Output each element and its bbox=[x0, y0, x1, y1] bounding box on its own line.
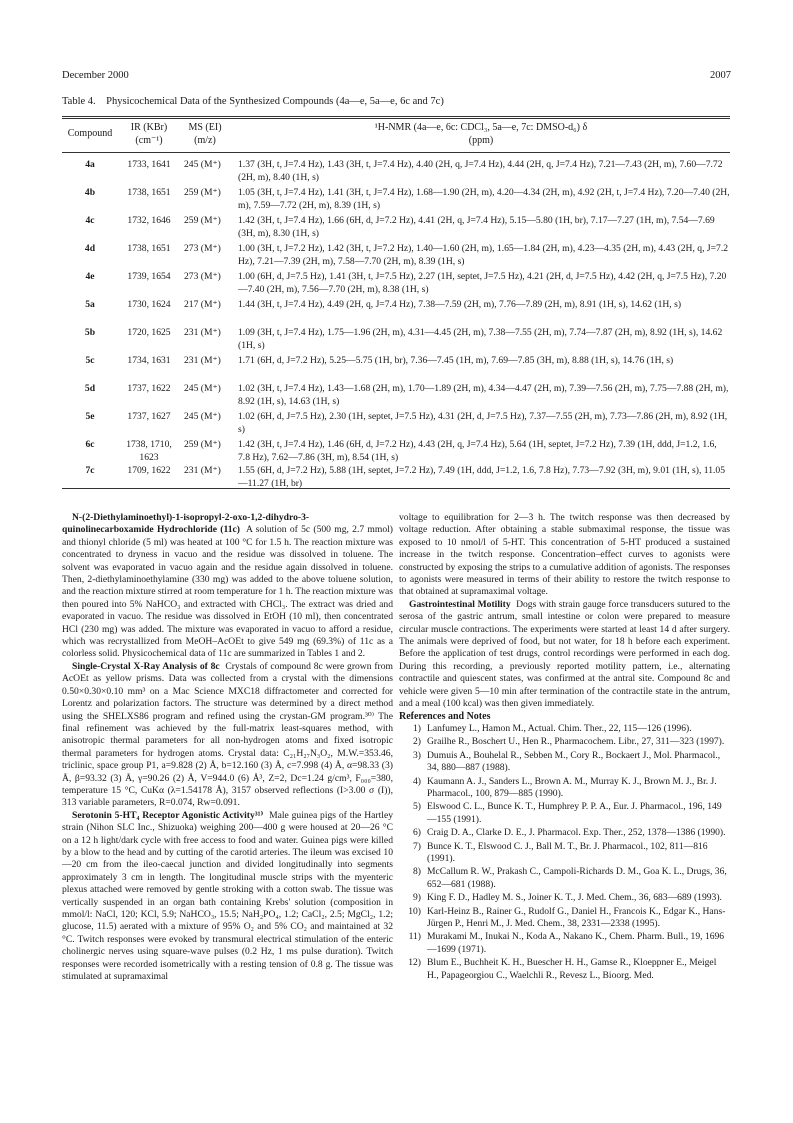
heading-gi-motility: Gastrointestinal Motility bbox=[409, 598, 511, 610]
reference-item bbox=[399, 866, 730, 891]
col-header-nmr-label: ¹H-NMR (4a—e, 6c: CDCl₃, 5a—e, 7c: DMSO-d₆) δ bbox=[374, 122, 588, 133]
cell-ms: 273 (M⁺) bbox=[184, 271, 221, 282]
cell-ir: 1737, 1622 bbox=[127, 383, 171, 394]
cell-compound: 7c bbox=[85, 465, 95, 476]
cell-ms: 259 (M⁺) bbox=[184, 439, 221, 450]
cell-ms: 273 (M⁺) bbox=[184, 243, 221, 254]
paragraph-gi-motility bbox=[399, 599, 730, 711]
cell-ir: 1738, 1651 bbox=[127, 187, 171, 198]
cell-ir: 1738, 1710, 1623 bbox=[126, 439, 172, 463]
cell-nmr: 1.02 (3H, t, J=7.4 Hz), 1.43—1.68 (2H, m), 1.70—1.89 (2H, m), 4.34—4.47 (2H, m), 7.39—7.56 (2H, m), 7.75—7.88 (2H, m), 8.92 (1H, s), 14.63 (1H, s) bbox=[238, 383, 729, 407]
text-11c: A solution of 5c (500 mg, 2.7 mmol) and thionyl chloride (5 ml) was heated at 100 °C for 1.5 h. The reaction mixture was concentrated to dryness in vacuo and the residue was dissolved in toluene. The solvent was evaporated in vacuo again and the residue again dissolved in toluene. Then, 2-diethylaminoethylamine (330 mg) was added to the above toluene solution, and the reaction mixture stirred at room temperature for 1 h. The reaction mixture was then poured into 5% NaHCO₃ and extracted with CHCl₃. The extract was dried and evaporated in vacuo. The residue was dissolved in EtOH (10 ml), then concentrated HCl (230 mg) was added. The mixture was evaporated in vacuo to afford a residue, which was recrystallized from MeOH–AcOEt to give 549 mg (69.3%) of 11c as a colorless solid. Physicochemical data of 11c are summarized in Tables 1 and 2. bbox=[62, 524, 393, 660]
reference-number: 5) bbox=[413, 801, 421, 813]
col-header-nmr-unit: (ppm) bbox=[468, 135, 494, 146]
cell-ir: 1733, 1641 bbox=[127, 159, 171, 170]
cell-ir: 1709, 1622 bbox=[127, 465, 171, 476]
cell-nmr: 1.37 (3H, t, J=7.4 Hz), 1.43 (3H, t, J=7.4 Hz), 4.40 (2H, q, J=7.4 Hz), 4.44 (2H, q, J=7.4 Hz), 7.21—7.43 (2H, m), 7.60—7.72 (2H, m), 8.40 (1H, s) bbox=[238, 159, 723, 183]
table-bottom-rule bbox=[62, 488, 730, 489]
cell-compound: 4b bbox=[84, 187, 96, 198]
cell-ms: 217 (M⁺) bbox=[184, 299, 221, 310]
reference-number: 3) bbox=[413, 749, 421, 761]
cell-nmr: 1.02 (6H, d, J=7.5 Hz), 2.30 (1H, septet, J=7.5 Hz), 4.31 (2H, d, J=7.5 Hz), 7.37—7.55 (2H, m), 7.73—7.86 (2H, m), 8.92 (1H, s) bbox=[238, 411, 728, 435]
paragraph-continued: voltage to equilibration for 2—3 h. The twitch response was then decreased by voltage reduction. After obtaining a stable submaximal response, the tissue was exposed to 10 nmol/l of 5-HT. This concentration of 5-HT produced a sustained increase in the twitch response. Concentration–effect curves to agonists were constructed by exposing the strips to a cumulative addition of agonists. The responses to agonists were measured in terms of their ability to restore the twitch response to that obtained at supramaximal voltage. bbox=[399, 512, 730, 598]
body-left-column bbox=[62, 512, 393, 983]
cell-compound: 5c bbox=[85, 355, 95, 366]
cell-nmr: 1.71 (6H, d, J=7.2 Hz), 5.25—5.75 (1H, br), 7.36—7.45 (1H, m), 7.69—7.85 (3H, m), 8.88 (1H, s), 14.76 (1H, s) bbox=[238, 355, 674, 366]
reference-item bbox=[399, 906, 730, 931]
text-xray: Crystals of compound 8c were grown from AcOEt as yellow prisms. Data was collected from a crystal with the dimensions 0.50×0.30×0.10 mm³ on a Mac Science MXC18 diffractometer and corrected for Lorentz and polarization factors. The structure was determined by a direct method using the SHELXS86 program and refined using the crystan-GM program.³⁰⁾ The final refinement was achieved by the full-matrix least-squares method, with anisotropic thermal parameters for all non-hydrogen atoms and fixed isotropic thermal parameters for hydrogen atoms. Crystal data: C₂₁H₂₇N₃O₂, M.W.=353.46, triclinic, space group P1, a=9.828 (2) Å, b=12.160 (3) Å, c=7.998 (4) Å, α=98.33 (3) Å, β=93.32 (3) Å, γ=90.26 (2) Å, V=944.0 (6) Å³, Z=2, Dc=1.24 g/cm³, F₀₀₀=380, temperature 15 °C, CuKα (λ=1.54178 Å), 3157 observed reflections (I>3.00 σ (I)), 313 variable parameters, R=0.074, Rᴡ=0.091. bbox=[62, 660, 393, 809]
cell-compound: 4d bbox=[84, 243, 96, 254]
col-header-ms-unit: (m/z) bbox=[194, 135, 216, 146]
text-5ht4: Male guinea pigs of the Hartley strain (Nihon SLC Inc., Shizuoka) weighing 200—400 g were housed at 20—26 °C on a 12 h light/dark cycle with free access to food and water. Guinea pigs were killed by a blow to the head and by cutting of the carotid arteries. The ileum was excised 10—20 cm from the ileo-caecal junction and divided longitudinally into segments approximately 3 cm in length. The longitudinal muscle strips with the myenteric plexus attached were removed by gentle stroking with a cotton swab. The tissue was vertically suspended in an organ bath containing Krebs' solution (composition in mmol/l: NaCl, 120; KCl, 5.9; NaHCO₃, 15.5; NaH₂PO₄, 1.2; CaCl₂, 2.5; MgCl₂, 1.2; glucose, 11.5) aerated with a mixture of 95% O₂ and 5% CO₂ and maintained at 32 °C. Twitch responses were evoked by transmural electrical stimulation of the enteric cholinergic nerves using square-wave pulses (0.2 Hz, 1 ms pulse duration). Twitch responses were recorded isometrically with a resting tension of 0.8 g. The tissue was stimulated at supramaximal bbox=[62, 809, 394, 983]
reference-text: King F. D., Hadley M. S., Joiner K. T., J. Med. Chem., 36, 683—689 (1993). bbox=[427, 892, 722, 904]
reference-number: 6) bbox=[413, 827, 421, 839]
cell-nmr: 1.09 (3H, t, J=7.4 Hz), 1.75—1.96 (2H, m), 4.31—4.45 (2H, m), 7.38—7.55 (2H, m), 7.74—7.87 (2H, m), 8.92 (1H, s), 14.62 (1H, s) bbox=[238, 327, 723, 351]
col-header-ir bbox=[118, 121, 180, 147]
reference-item bbox=[399, 892, 730, 904]
reference-number: 4) bbox=[413, 775, 421, 787]
reference-item bbox=[399, 827, 730, 839]
cell-ms: 259 (M⁺) bbox=[184, 187, 221, 198]
text-gi-motility: Dogs with strain gauge force transducers sutured to the serosa of the gastric antrum, small intestine or colon were prepared to measure circular muscle contractions. The experiments were started at least 14 d after surgery. The animals were deprived of food, but not water, for 18 h before each experiment. Before the application of test drugs, control recordings were performed in each dog. During this recording, a previously reported motility pattern, i.e., alternating contractile and quiescent states, was confirmed at the antral site. Compound 8c and vehicle were given 5—10 min after termination of the contractile state in the antrum, and a meal (100 kcal) was then given immediately. bbox=[399, 598, 730, 710]
cell-nmr: 1.55 (6H, d, J=7.2 Hz), 5.88 (1H, septet, J=7.2 Hz), 7.49 (1H, ddd, J=1.2, 1.6, 7.8 Hz), 7.73—7.92 (3H, m), 9.01 (1H, s), 11.05—11.27 (1H, br) bbox=[238, 465, 725, 489]
reference-number: 7) bbox=[413, 840, 421, 852]
reference-number: 9) bbox=[413, 892, 421, 904]
reference-text: Grailhe R., Boschert U., Hen R., Pharmacochem. Libr., 27, 311—323 (1997). bbox=[427, 736, 725, 748]
cell-ir: 1734, 1631 bbox=[127, 355, 171, 366]
cell-ms: 231 (M⁺) bbox=[184, 465, 221, 476]
reference-list bbox=[399, 723, 730, 982]
reference-item bbox=[399, 723, 730, 735]
reference-number: 12) bbox=[408, 957, 421, 969]
cell-nmr: 1.05 (3H, t, J=7.4 Hz), 1.41 (3H, t, J=7.4 Hz), 1.68—1.90 (2H, m), 4.20—4.34 (2H, m), 4.92 (2H, t, J=7.4 Hz), 7.20—7.40 (2H, m), 7.59—7.72 (2H, m), 8.39 (1H, s) bbox=[238, 187, 730, 211]
col-header-ir-label: IR (KBr) bbox=[130, 122, 168, 133]
reference-text: Murakami M., Inukai N., Koda A., Nakano K., Chem. Pharm. Bull., 19, 1696—1699 (1971). bbox=[427, 931, 725, 955]
body-right-column bbox=[399, 512, 730, 983]
reference-item bbox=[399, 801, 730, 826]
reference-text: Dumuis A., Bouhelal R., Sebben M., Cory R., Bockaert J., Mol. Pharmacol., 34, 880—887 (1988). bbox=[427, 749, 721, 774]
col-header-compound: Compound bbox=[67, 128, 113, 139]
table-caption: Table 4. Physicochemical Data of the Synthesized Compounds (4a—e, 5a—e, 6c and 7c) bbox=[62, 96, 444, 107]
cell-compound: 4e bbox=[85, 271, 95, 282]
reference-item bbox=[399, 736, 730, 748]
page-number: 2007 bbox=[710, 70, 731, 81]
reference-number: 10) bbox=[408, 905, 421, 917]
reference-number: 11) bbox=[408, 931, 421, 943]
cell-nmr: 1.44 (3H, t, J=7.4 Hz), 4.49 (2H, q, J=7.4 Hz), 7.38—7.59 (2H, m), 7.76—7.89 (2H, m), 8.91 (1H, s), 14.62 (1H, s) bbox=[238, 299, 682, 310]
heading-xray: Single-Crystal X-Ray Analysis of 8c bbox=[72, 660, 220, 672]
cell-ms: 245 (M⁺) bbox=[184, 411, 221, 422]
reference-item bbox=[399, 776, 730, 801]
col-header-ir-unit: (cm⁻¹) bbox=[135, 135, 163, 146]
cell-compound: 5d bbox=[84, 383, 96, 394]
reference-number: 2) bbox=[413, 736, 421, 748]
reference-text: McCallum R. W., Prakash C., Campoli-Richards D. M., Goa K. L., Drugs, 36, 652—681 (1988). bbox=[427, 866, 727, 890]
paragraph-xray bbox=[62, 661, 393, 810]
reference-text: Elswood C. L., Bunce K. T., Humphrey P. P. A., Eur. J. Pharmacol., 196, 149—155 (1991). bbox=[427, 801, 722, 825]
cell-nmr: 1.00 (3H, t, J=7.2 Hz), 1.42 (3H, t, J=7.2 Hz), 1.40—1.60 (2H, m), 1.65—1.84 (2H, m), 4.23—4.35 (2H, m), 4.43 (2H, q, J=7.2 Hz), 7.21—7.39 (2H, m), 7.58—7.70 (2H, m), 8.39 (1H, s) bbox=[238, 243, 729, 267]
col-header-ms-label: MS (EI) bbox=[188, 122, 222, 133]
cell-nmr: 1.42 (3H, t, J=7.4 Hz), 1.46 (6H, d, J=7.2 Hz), 4.43 (2H, q, J=7.4 Hz), 5.64 (1H, septet, J=7.2 Hz), 7.39 (1H, ddd, J=1.2, 1.6, 7.8 Hz), 7.62—7.86 (3H, m), 8.54 (1H, s) bbox=[238, 439, 717, 463]
paragraph-5ht4 bbox=[62, 810, 393, 984]
cell-ir: 1720, 1625 bbox=[127, 327, 171, 338]
cell-compound: 5b bbox=[84, 327, 96, 338]
reference-item bbox=[399, 957, 730, 982]
cell-compound: 4a bbox=[85, 159, 95, 170]
cell-ms: 245 (M⁺) bbox=[184, 383, 221, 394]
cell-ir: 1730, 1624 bbox=[127, 299, 171, 310]
table-top-rule-2 bbox=[62, 118, 730, 119]
col-header-ms bbox=[180, 121, 230, 147]
reference-text: Craig D. A., Clarke D. E., J. Pharmacol. Exp. Ther., 252, 1378—1386 (1990). bbox=[427, 827, 726, 839]
cell-ir: 1738, 1651 bbox=[127, 243, 171, 254]
reference-number: 1) bbox=[413, 722, 421, 734]
paragraph-11c-synthesis bbox=[62, 512, 393, 661]
table-header-rule bbox=[62, 152, 730, 153]
reference-number: 8) bbox=[413, 866, 421, 878]
reference-item bbox=[399, 931, 730, 956]
reference-item bbox=[399, 750, 730, 775]
heading-5ht4: Serotonin 5-HT₄ Receptor Agonistic Activity³¹⁾ bbox=[72, 809, 264, 821]
heading-11c: N-(2-Diethylaminoethyl)-1-isopropyl-2-oxo-1,2-dihydro-3-quinolinecarboxamide Hydrochloride (11c) bbox=[62, 512, 310, 536]
references-heading: References and Notes bbox=[399, 710, 491, 722]
table-top-rule bbox=[62, 116, 730, 117]
cell-ms: 231 (M⁺) bbox=[184, 327, 221, 338]
cell-ir: 1737, 1627 bbox=[127, 411, 171, 422]
cell-ms: 231 (M⁺) bbox=[184, 355, 221, 366]
cell-compound: 4c bbox=[85, 215, 95, 226]
cell-compound: 5e bbox=[85, 411, 95, 422]
cell-ms: 245 (M⁺) bbox=[184, 159, 221, 170]
cell-compound: 6c bbox=[85, 439, 95, 450]
cell-nmr: 1.42 (3H, t, J=7.4 Hz), 1.66 (6H, d, J=7.2 Hz), 4.41 (2H, q, J=7.4 Hz), 5.15—5.80 (1H, br), 7.17—7.27 (1H, m), 7.54—7.69 (3H, m), 8.30 (1H, s) bbox=[238, 215, 715, 239]
cell-ir: 1732, 1646 bbox=[127, 215, 171, 226]
cell-nmr: 1.00 (6H, d, J=7.5 Hz), 1.41 (3H, t, J=7.5 Hz), 2.27 (1H, septet, J=7.5 Hz), 4.21 (2H, d, J=7.5 Hz), 4.42 (2H, q, J=7.5 Hz), 7.20—7.40 (2H, m), 7.56—7.70 (2H, m), 8.38 (1H, s) bbox=[238, 271, 727, 295]
reference-text: Karl-Heinz B., Rainer G., Rudolf G., Daniel H., Francois K., Edgar K., Hans-Jürgen P., Henri M., J. Med. Chem., 38, 2331—2338 (1995). bbox=[427, 905, 726, 929]
cell-ir: 1739, 1654 bbox=[127, 271, 171, 282]
col-header-nmr bbox=[232, 121, 730, 147]
reference-item bbox=[399, 841, 730, 866]
reference-text: Bunce K. T., Elswood C. J., Ball M. T., Br. J. Pharmacol., 102, 811—816 (1991). bbox=[427, 840, 708, 864]
cell-compound: 5a bbox=[85, 299, 95, 310]
reference-text: Kaumann A. J., Sanders L., Brown A. M., Murray K. J., Brown M. J., Br. J. Pharmacol., 100, 879—885 (1990). bbox=[427, 775, 717, 799]
running-header-date: December 2000 bbox=[62, 70, 129, 81]
cell-ms: 259 (M⁺) bbox=[184, 215, 221, 226]
reference-text: Blum E., Buchheit K. H., Buescher H. H., Gamse R., Kloeppner E., Meigel H., Papageorgiou C., Waelchli R., Revesz L., Bioorg. Med. bbox=[427, 957, 717, 981]
reference-text: Lanfumey L., Hamon M., Actual. Chim. Ther., 22, 115—126 (1996). bbox=[427, 722, 692, 734]
